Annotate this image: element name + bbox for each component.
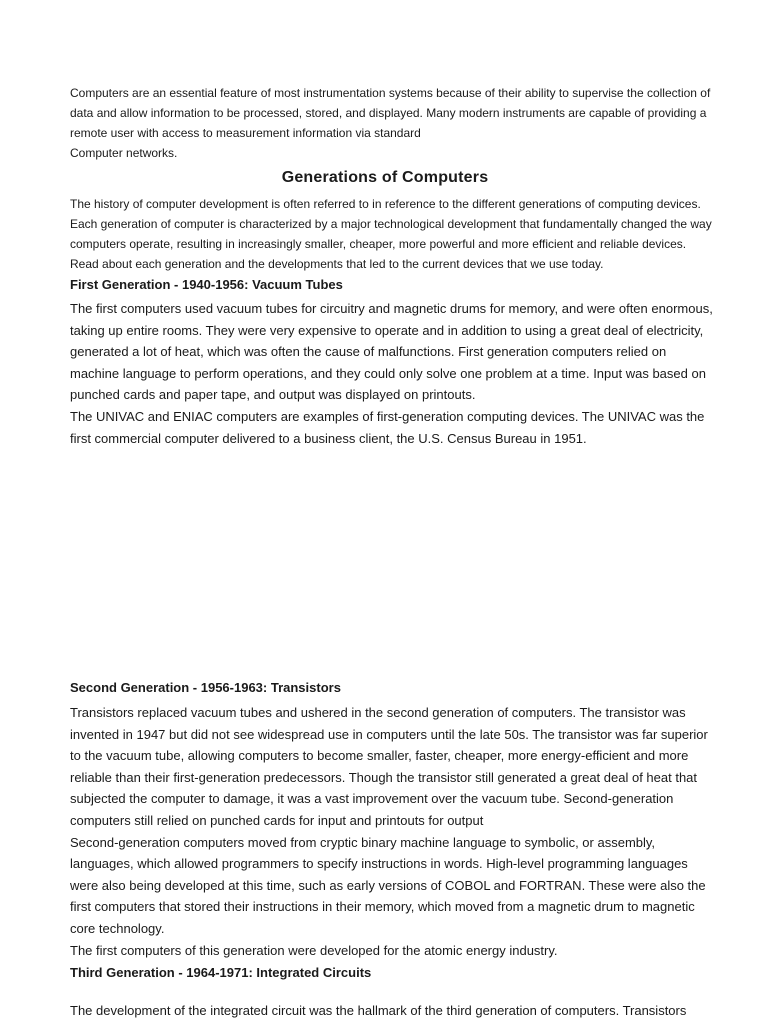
page-title: Generations of Computers <box>281 169 489 186</box>
third-generation-heading: Third Generation - 1964-1971: Integrated Circuits <box>70 965 372 980</box>
first-generation-heading: First Generation - 1940-1956: Vacuum Tubes <box>70 277 343 292</box>
history-line: Read about each generation and the developments that led to the current devices that we use today. <box>70 257 604 271</box>
history-line: The history of computer development is often referred to in reference to the different generations of computing devices. <box>70 197 701 211</box>
second-generation-line: were also being developed at this time, such as early versions of COBOL and FORTRAN. These were also the <box>70 877 706 893</box>
second-generation-line: first computers that stored their instructions in their memory, which moved from a magnetic drum to magnetic <box>70 899 695 915</box>
second-generation-line: reliable than their first-generation predecessors. Though the transistor still generated a great deal of heat that <box>70 769 698 785</box>
second-generation-paragraph <box>70 702 708 961</box>
second-generation-line: subjected the computer to damage, it was a vast improvement over the vacuum tube. Second-generation <box>70 791 674 807</box>
history-paragraph <box>70 194 712 274</box>
second-generation-line: Transistors replaced vacuum tubes and ushered in the second generation of computers. The transistor was <box>70 705 686 720</box>
second-generation-line: to the vacuum tube, allowing computers to become smaller, faster, cheaper, more energy-efficient and more <box>70 748 689 764</box>
intro-line: data and allow information to be processed, stored, and displayed. Many modern instruments are capable of providing a <box>70 106 707 120</box>
intro-paragraph <box>70 83 711 163</box>
second-generation-line: invented in 1947 but did not see widespread use in computers until the late 50s. The transistor was far superior <box>70 726 708 742</box>
intro-line: remote user with access to measurement information via standard <box>70 126 421 140</box>
first-generation-line: taking up entire rooms. They were very expensive to operate and in addition to using a great deal of electricity, <box>70 322 704 338</box>
first-generation-paragraph <box>70 298 713 449</box>
first-generation-line: punched cards and paper tape, and output was displayed on printouts. <box>70 387 476 403</box>
second-generation-heading: Second Generation - 1956-1963: Transistors <box>70 680 341 695</box>
third-generation-line: The development of the integrated circuit was the hallmark of the third generation of computers. Transistors <box>70 1003 687 1018</box>
intro-line: Computers are an essential feature of most instrumentation systems because of their ability to supervise the collection of <box>70 86 711 100</box>
intro-line: Computer networks. <box>70 146 178 160</box>
second-generation-line: Second-generation computers moved from cryptic binary machine language to symbolic, or assembly, <box>70 834 656 850</box>
second-generation-line: languages, which allowed programmers to specify instructions in words. High-level programming languages <box>70 856 688 872</box>
first-generation-line: The first computers used vacuum tubes for circuitry and magnetic drums for memory, and were often enormous, <box>70 301 713 316</box>
third-generation-paragraph <box>70 1000 700 1022</box>
first-generation-line: machine language to perform operations, and they could only solve one problem at a time. Input was based on <box>70 365 706 381</box>
second-generation-line: computers still relied on punched cards for input and printouts for output <box>70 812 484 828</box>
first-generation-line: The UNIVAC and ENIAC computers are examples of first-generation computing devices. The UNIVAC was the <box>70 408 705 424</box>
first-generation-line: first commercial computer delivered to a business client, the U.S. Census Bureau in 1951. <box>70 430 587 446</box>
history-line: Each generation of computer is characterized by a major technological development that fundamentally changed the way <box>70 217 712 231</box>
first-generation-line: generated a lot of heat, which was often the cause of malfunctions. First generation computers relied on <box>70 344 667 360</box>
document-page <box>70 0 713 1024</box>
second-generation-line: The first computers of this generation were developed for the atomic energy industry. <box>70 942 558 958</box>
second-generation-line: core technology. <box>70 920 165 936</box>
history-line: computers operate, resulting in increasingly smaller, cheaper, more powerful and more efficient and reliable devices. <box>70 237 687 251</box>
